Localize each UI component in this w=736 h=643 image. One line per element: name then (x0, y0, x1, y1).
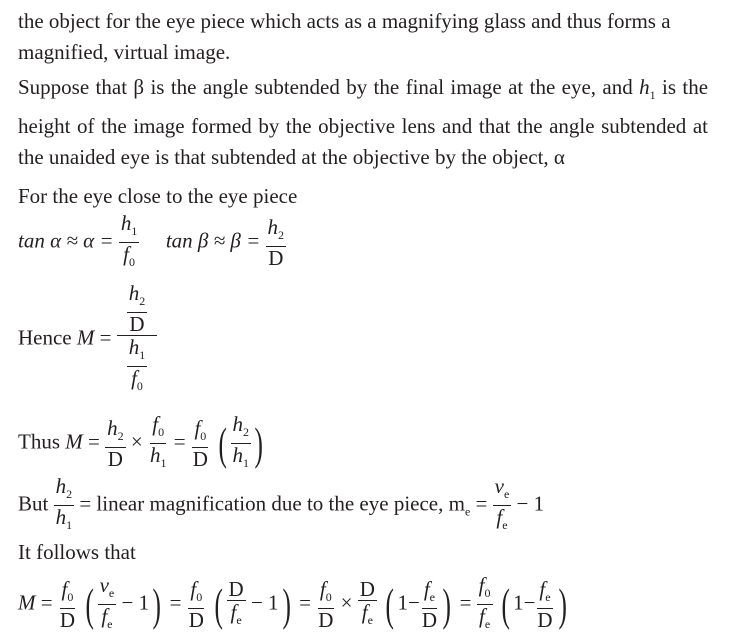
thus-equation: Thus M = $\frac{h_2}{D}$ × $\frac{f_0}{h_1}$ = $\frac{f_0}{D}$ ( $\frac{h_2}{h_1}$ ) (18, 412, 263, 471)
h1-variable: h (639, 75, 650, 99)
hence-equation (18, 282, 157, 397)
beta-fraction: $\frac{h_2}{D}$ (267, 215, 285, 270)
final-equation: M = $\frac{f_0}{D}$ ( $\frac{v_e}{f_e}$ − 1) = $\frac{f_0}{D}$ ( $\frac{D}{f_e}$ − 1) = $\frac{f_0}{D}$ × $\frac{D}{f_e}$ ( 1− $\frac{f_e}{D}$ ) = $\frac{f_0}{f_e}$ ( 1− $\frac{f_e}{D}$ ) (18, 573, 567, 632)
but-equation: But $\frac{h_2}{h_1}$ = linear magnification due to the eye piece, $m_e$ = $\frac{v_e}{f_e}$ − 1 (18, 474, 545, 532)
h1-subscript: 1 (649, 88, 656, 102)
hence-label: Hence M = (18, 325, 112, 350)
suppose-text-a: Suppose that β is the angle subtended by the final image at the eye, and (18, 75, 633, 99)
intro-paragraph (18, 6, 708, 68)
suppose-paragraph (18, 72, 708, 173)
but-text: = linear magnification due to the eye piece, m (79, 491, 465, 516)
follows-line (18, 537, 708, 568)
tan-beta-lhs: tan β ≈ β = (165, 228, 261, 253)
intro-line-2: magnified, virtual image. (18, 40, 231, 64)
but-label: But (18, 491, 49, 516)
alpha-fraction: $\frac{h_1}{f_0}$ (120, 211, 138, 269)
tan-alpha-lhs: tan α ≈ α = (18, 228, 114, 253)
eye-close-line (18, 181, 708, 212)
eye-close-text: For the eye close to the eye piece (18, 184, 298, 208)
intro-line-1: the object for the eye piece which acts as a magnifying glass and thus forms a (18, 9, 671, 33)
suppose-text-b: is the height of the image formed by the objective lens and that the angle subtended at the unaided eye is that subtended at the objective by the object, α (18, 75, 709, 169)
tan-equations (18, 212, 286, 273)
compound-fraction: $\frac{\frac{h_2}{D}}{\frac{h_1}{f_0}}$ (117, 282, 158, 397)
follows-text: It follows that (18, 540, 136, 564)
